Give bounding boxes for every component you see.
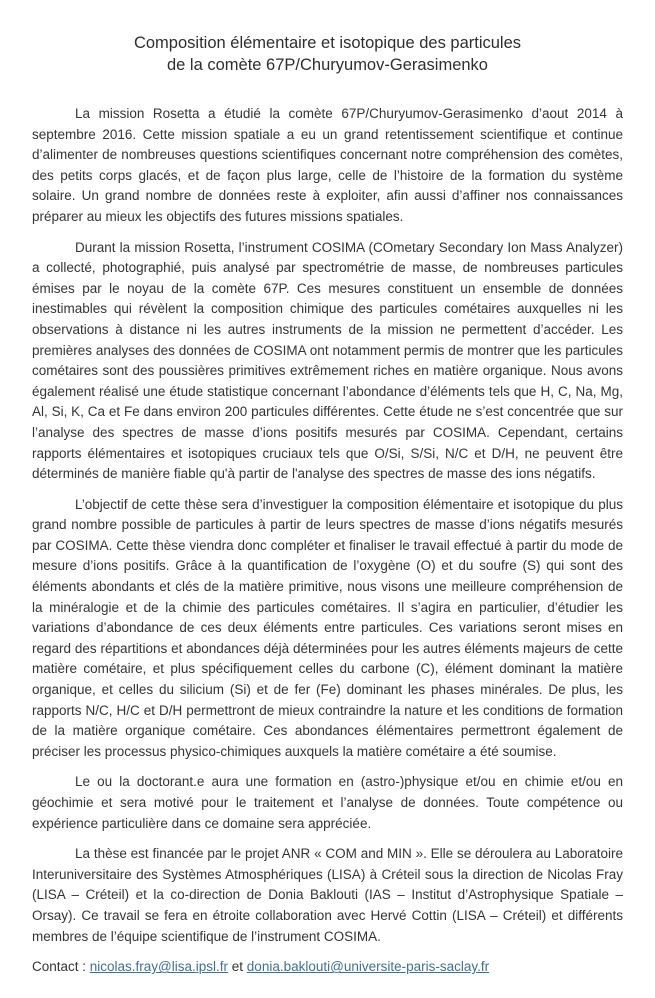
contact-line bbox=[32, 957, 623, 978]
page-title bbox=[32, 32, 623, 76]
paragraph-profil-doctorant: Le ou la doctorant.e aura une formation en (astro-)physique et/ou en chimie et/ou en géochimie et sera motivé pour le traitement et l’analyse de données. Toute compétence ou expérience particulière dans ce domaine sera appréciée. bbox=[32, 774, 623, 831]
paragraph-financement: La thèse est financée par le projet ANR « COM and MIN ». Elle se déroulera au Laboratoire Interuniversitaire des Systèmes Atmosphériques (LISA) à Créteil sous la direction de Nicolas Fray (LISA – Créteil) et la co-direction de Donia Baklouti (IAS – Institut d’Astrophysique Spatiale – Orsay). Ce travail se fera en étroite collaboration avec Hervé Cottin (LISA – Créteil) et différents membres de l’équipe scientifique de l’instrument COSIMA. bbox=[32, 846, 623, 944]
paragraph-these-objectif: L’objectif de cette thèse sera d’investiguer la composition élémentaire et isotopique du plus grand nombre possible de particules à partir de leurs spectres de masse d’ions négatifs mesurés par COSIMA. Cette thèse viendra donc compléter et finaliser le travail effectué à partir du mode de mesure d’ions positifs. Grâce à la quantification de l’oxygène (O) et du soufre (S) qui sont des éléments abondants et clés de la matière primitive, nous visons une meilleure compréhension de la minéralogie et de la chimie des particules cométaires. Il s’agira en particulier, d’étudier les variations d’abondance de ces deux éléments entre particules. Ces variations seront mises en regard des répartitions et abondances déjà déterminées pour les autres éléments majeurs de cette matière cométaire, et plus spécifiquement celles du carbone (C), élément dominant la matière organique, et celles du silicium (Si) et de fer (Fe) dominant les phases minérales. De plus, les rapports N/C, H/C et D/H permettront de mieux contraindre la nature et les conditions de formation de la matière organique cométaire. Ces abondances élémentaires permettront également de préciser les processus physico-chimiques auxquels la matière cométaire a été soumise. bbox=[32, 496, 623, 759]
paragraph-mission-rosetta: La mission Rosetta a étudié la comète 67P/Churyumov-Gerasimenko d’aout 2014 à septembre 2016. Cette mission spatiale a eu un grand retentissement scientifique et continue d’alimenter de nombreuses questions scientifiques concernant notre compréhension des comètes, des petits corps glacés, et de façon plus large, celle de l’histoire de la formation du système solaire. Un grand nombre de données reste à exploiter, afin aussi d’affiner nos connaissances préparer au mieux les objectifs des futures missions spatiales. bbox=[32, 106, 623, 224]
page-title-line-2: de la comète 67P/Churyumov-Gerasimenko bbox=[167, 56, 488, 74]
page-title-line-1: Composition élémentaire et isotopique des particules bbox=[133, 34, 522, 52]
document-body bbox=[32, 104, 623, 978]
contact-label: Contact : bbox=[32, 959, 90, 975]
contact-separator: et bbox=[228, 959, 247, 975]
email-link-nicolas-fray[interactable]: nicolas.fray@lisa.ipsl.fr bbox=[89, 959, 229, 975]
paragraph-cosima-instrument: Durant la mission Rosetta, l’instrument COSIMA (COmetary Secondary Ion Mass Analyzer) a collecté, photographié, puis analysé par spectrométrie de masse, de nombreuses particules émises par le noyau de la comète 67P. Ces mesures constituent un ensemble de données inestimables qui révèlent la composition chimique des particules cométaires auxquelles ni les observations à distance ni les autres instruments de la mission ne permettent d’accéder. Les premières analyses des données de COSIMA ont notamment permis de montrer que les particules cométaires sont des poussières primitives extrêmement riches en matière organique. Nous avons également réalisé une étude statistique concernant l’abondance d’éléments tels que H, C, Na, Mg, Al, Si, K, Ca et Fe dans environ 200 particules différentes. Cette étude ne s’est concentrée que sur l’analyse des spectres de masse d’ions positifs mesurés par COSIMA. Cependant, certains rapports élémentaires et isotopiques cruciaux tels que O/Si, S/Si, N/C et D/H, ne peuvent être déterminés de manière fiable qu'à partir de l'analyse des spectres de masse des ions négatifs. bbox=[32, 239, 623, 482]
email-link-donia-baklouti[interactable]: donia.baklouti@universite-paris-saclay.fr bbox=[246, 959, 490, 975]
